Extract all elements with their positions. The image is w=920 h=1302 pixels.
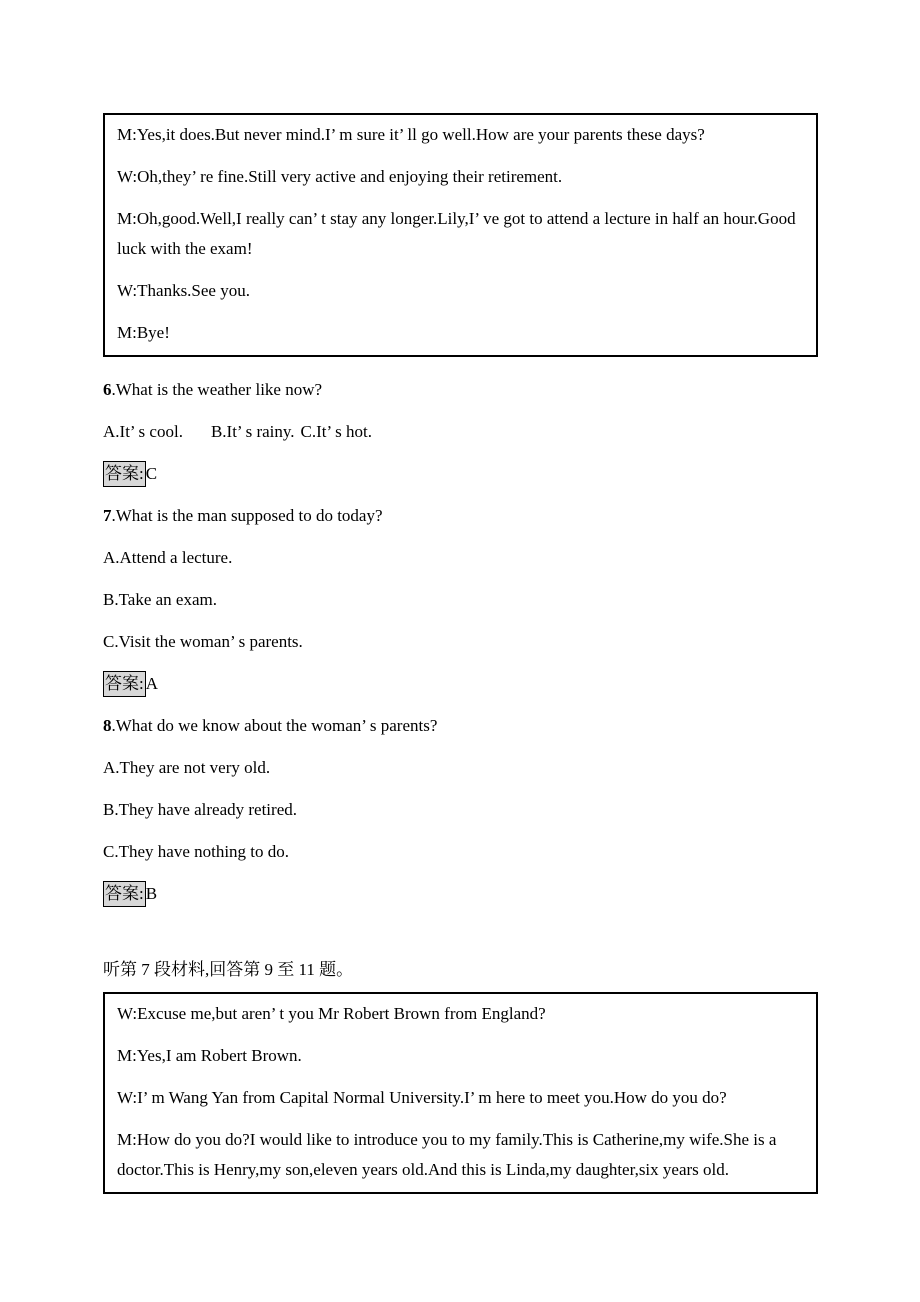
dialogue-box-2 [103,992,818,1194]
dialogue-line: M:Yes,I am Robert Brown. [117,1046,302,1065]
question-title [103,501,818,531]
document-page [103,0,818,1194]
question-8 [103,711,818,909]
option-b: B.Take an exam. [103,590,217,609]
answer-line [103,669,818,699]
question-title-text: .What do we know about the woman’ s parents? [111,716,438,735]
question-number: 8 [103,716,112,735]
option-a: A.Attend a lecture. [103,548,233,567]
question-title-text: .What is the man supposed to do today? [111,506,383,525]
dialogue-line: W:Thanks.See you. [117,281,250,300]
question-title [103,711,818,741]
answer-label: 答案: [103,881,146,907]
question-options [103,417,818,447]
answer-label: 答案: [103,461,146,487]
question-7 [103,501,818,699]
question-number: 7 [103,506,112,525]
option-b: B.It’ s rainy. [210,422,295,441]
option-a: A.It’ s cool. [103,422,183,441]
option-b: B.They have already retired. [103,800,297,819]
question-title [103,375,818,405]
answer-line [103,459,818,489]
dialogue-box-1 [103,113,818,357]
option-c: C.They have nothing to do. [103,842,290,861]
dialogue-line: M:How do you do?I would like to introduce you to my family.This is Catherine,my wife.She is a doctor.This is Henry,my son,eleven years old.And this is Linda,my daughter,six years old. [117,1130,777,1179]
question-number: 6 [103,380,112,399]
questions-section [103,375,818,909]
dialogue-line: W:Excuse me,but aren’ t you Mr Robert Brown from England? [117,1004,546,1023]
dialogue-line: M:Oh,good.Well,I really can’ t stay any longer.Lily,I’ ve got to attend a lecture in half an hour.Good luck with the exam! [117,209,796,258]
dialogue-line: M:Bye! [117,323,170,342]
answer-value: B [145,884,158,903]
dialogue-line: M:Yes,it does.But never mind.I’ m sure it’ ll go well.How are your parents these days? [117,125,705,144]
section-instruction: 听第 7 段材料,回答第 9 至 11 题。 [103,960,354,979]
option-c: C.It’ s hot. [300,422,372,441]
dialogue-line: W:Oh,they’ re fine.Still very active and enjoying their retirement. [117,167,563,186]
option-a: A.They are not very old. [103,758,271,777]
answer-value: C [145,464,158,483]
question-title-text: .What is the weather like now? [111,380,323,399]
answer-label: 答案: [103,671,146,697]
option-c: C.Visit the woman’ s parents. [103,632,303,651]
dialogue-line: W:I’ m Wang Yan from Capital Normal University.I’ m here to meet you.How do you do? [117,1088,727,1107]
question-6 [103,375,818,489]
answer-value: A [145,674,159,693]
answer-line [103,879,818,909]
